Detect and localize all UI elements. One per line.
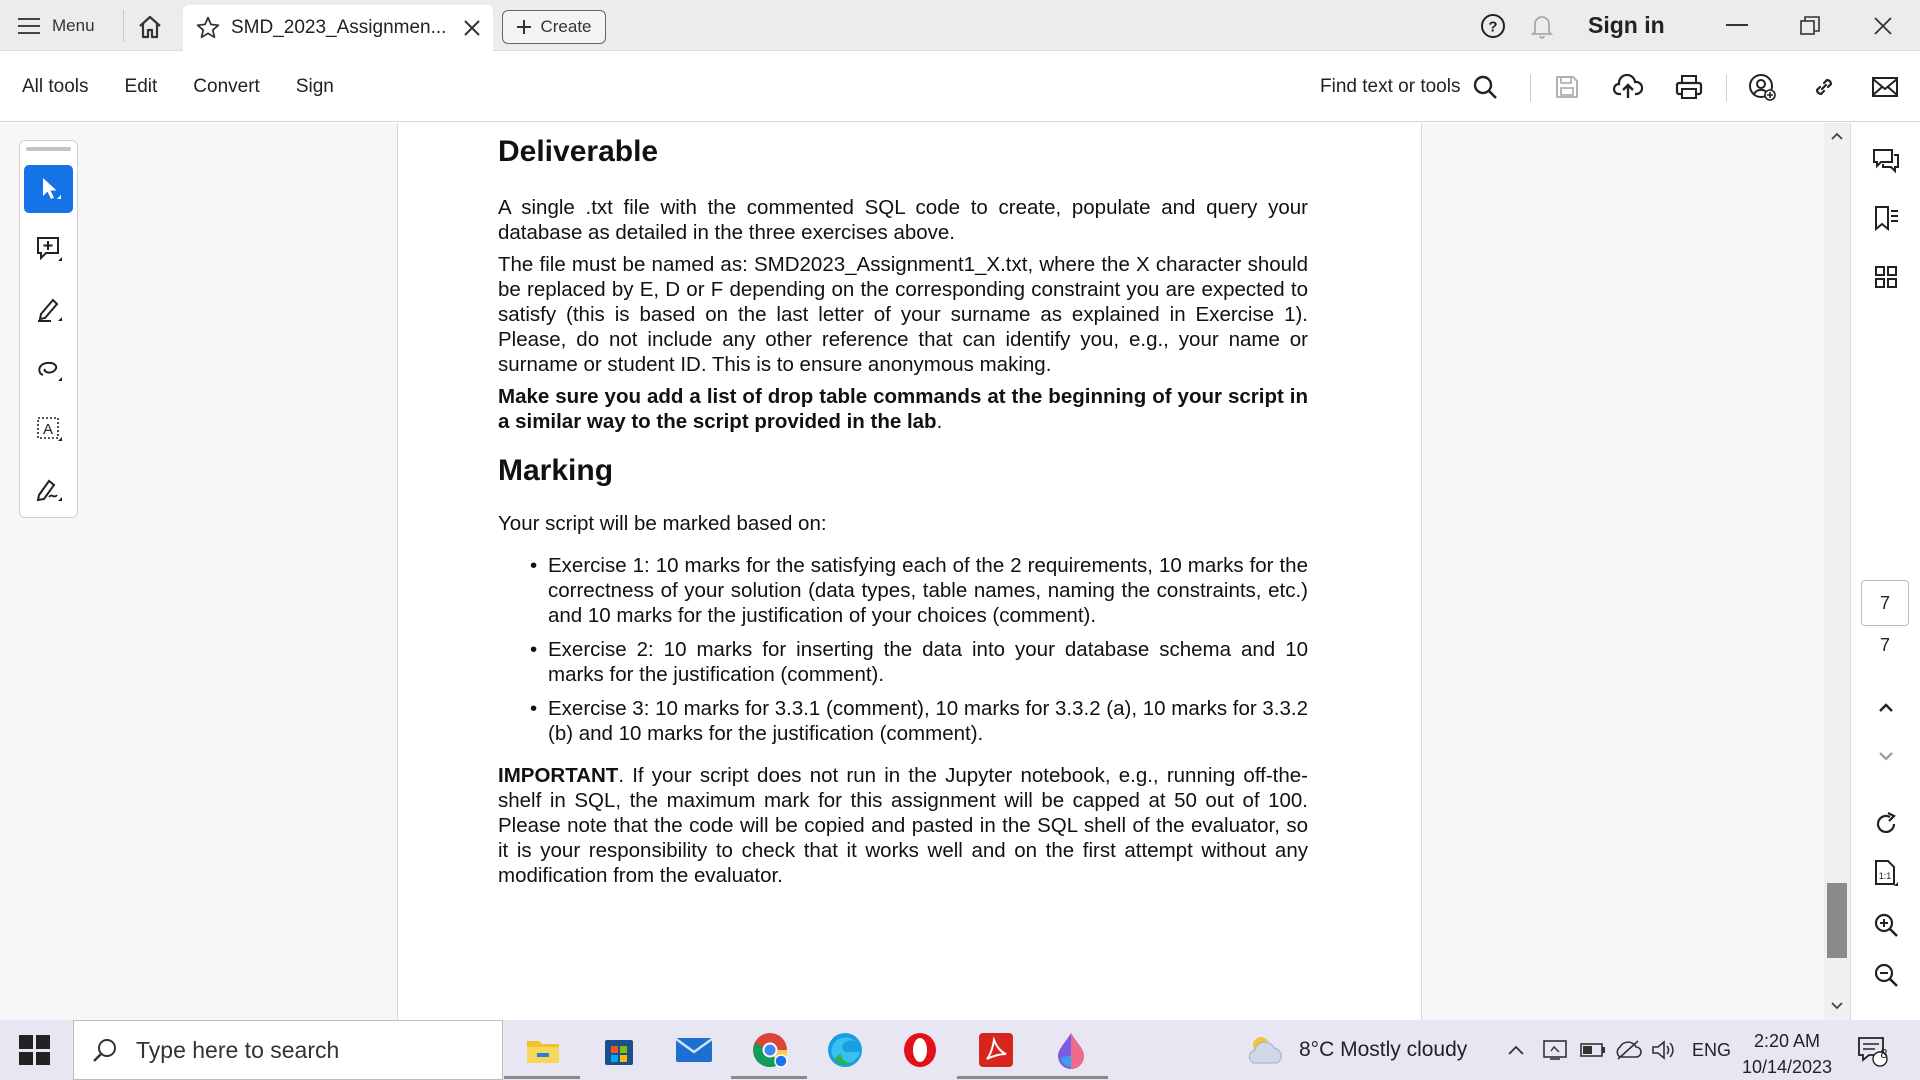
search-icon — [92, 1037, 118, 1063]
app-running-indicator — [1032, 1076, 1108, 1079]
grid-icon — [1874, 265, 1898, 289]
email-button[interactable] — [1866, 68, 1904, 106]
document-page — [399, 123, 1421, 1020]
menu-edit[interactable]: Edit — [124, 76, 158, 97]
document-content — [498, 123, 1308, 888]
scroll-thumb[interactable] — [1827, 883, 1847, 958]
menu-sign[interactable]: Sign — [295, 76, 334, 97]
app-running-indicator — [957, 1076, 1033, 1079]
vertical-scrollbar[interactable] — [1824, 123, 1850, 1020]
paragraph-deliverable-2: The file must be named as: SMD2023_Assignment1_X.txt, where the X character should be replaced by E, D or F depending on the corresponding constraint you are expected to satisfy (this is based on the last letter of your surname as explained in Exercise 1). Please, do not include any other reference that can identify you, e.g., your name or surname or student ID. This is to ensure anonymous making. — [498, 253, 1308, 376]
chevron-down-icon — [1877, 750, 1895, 762]
rotate-button[interactable] — [1866, 804, 1906, 844]
draw-tool-button[interactable] — [24, 345, 73, 393]
svg-text:1:1: 1:1 — [1878, 871, 1892, 881]
meet-now-tray[interactable] — [1542, 1020, 1568, 1080]
folder-icon — [525, 1035, 561, 1065]
select-tool-button[interactable] — [24, 165, 73, 213]
svg-text:A: A — [42, 421, 53, 438]
battery-tray[interactable] — [1580, 1020, 1606, 1080]
edge-icon — [826, 1031, 864, 1069]
chrome-app[interactable] — [748, 1028, 792, 1072]
heading-deliverable: Deliverable — [498, 135, 659, 168]
actual-size-button[interactable] — [1866, 853, 1906, 893]
cursor-icon — [37, 175, 61, 203]
plus-icon — [516, 19, 532, 35]
rotate-icon — [1873, 811, 1899, 837]
toolbar-divider — [1726, 74, 1727, 102]
acrobat-icon — [978, 1032, 1014, 1068]
page-number-input[interactable]: 7 — [1861, 580, 1909, 626]
menu-all-tools[interactable]: All tools — [22, 76, 89, 97]
help-icon — [1480, 13, 1506, 39]
save-icon — [1554, 74, 1580, 100]
mail-icon — [675, 1036, 713, 1064]
paragraph-deliverable-1: A single .txt file with the commented SQL code to create, populate and query your database as detailed in the three exercises above. — [498, 196, 1308, 244]
right-rail — [1850, 123, 1920, 1020]
list-item: • Exercise 2: 10 marks for inserting the data into your database schema and 10 marks for the justification (comment). — [530, 637, 1308, 687]
app-running-indicator — [731, 1076, 807, 1079]
add-comment-tool-button[interactable] — [24, 225, 73, 273]
right-gutter — [1421, 123, 1824, 1020]
print-button[interactable] — [1670, 68, 1708, 106]
menu-convert[interactable]: Convert — [193, 76, 260, 97]
pen-icon — [35, 295, 63, 323]
sign-tool-button[interactable] — [24, 465, 73, 513]
home-icon — [137, 15, 163, 39]
store-icon — [602, 1033, 636, 1067]
toolbar-menus — [22, 52, 370, 122]
help-button[interactable] — [1480, 0, 1506, 51]
comments-icon — [1872, 148, 1900, 174]
scroll-up-icon[interactable] — [1830, 131, 1844, 141]
taskbar-search[interactable] — [73, 1020, 503, 1080]
notification-count: 8 — [1880, 1046, 1888, 1061]
minimize-button[interactable] — [1726, 0, 1748, 51]
home-button[interactable] — [133, 10, 167, 44]
upload-cloud-button[interactable] — [1609, 68, 1647, 106]
mail-icon — [1871, 76, 1899, 98]
add-user-icon — [1748, 73, 1776, 101]
chevron-up-icon — [1877, 702, 1895, 714]
minimize-icon — [1726, 24, 1748, 28]
weather-widget[interactable] — [1245, 1020, 1467, 1080]
bookmark-list-icon — [1872, 204, 1900, 232]
zoom-out-icon — [1873, 962, 1899, 988]
bookmarks-panel-button[interactable] — [1866, 198, 1906, 238]
save-button[interactable] — [1548, 68, 1586, 106]
star-icon[interactable] — [195, 15, 221, 41]
hamburger-icon — [18, 17, 40, 35]
search-icon — [1472, 74, 1498, 100]
windows-logo-pane — [19, 1035, 33, 1049]
app-running-indicator — [504, 1076, 580, 1079]
show-hidden-icons-button[interactable] — [1506, 1020, 1526, 1080]
zoom-out-button[interactable] — [1866, 955, 1906, 995]
drop-table-end: . — [936, 410, 943, 433]
paint-drop-icon — [1055, 1031, 1087, 1069]
clock-date: 10/14/2023 — [1741, 1057, 1833, 1077]
divider — [123, 10, 124, 42]
battery-icon — [1580, 1042, 1606, 1058]
lasso-icon — [35, 355, 63, 383]
zoom-in-icon — [1873, 912, 1899, 938]
svg-text:?: ? — [1488, 18, 1498, 35]
page-total: 7 — [1879, 635, 1890, 655]
mail-app[interactable] — [672, 1028, 716, 1072]
close-tab-icon[interactable] — [463, 19, 481, 37]
speaker-icon — [1650, 1039, 1676, 1061]
paint-app[interactable] — [1049, 1028, 1093, 1072]
important-text: . If your script does not run in the Jupyter notebook, e.g., running off-the-shelf in SQL, the maximum mark for this assignment will be capped at 50 out of 100. Please note that the code will be copied and pasted in the SQL shell of the evaluator, so it is your responsibility to check that it works well and on the first attempt without any modification from the evaluator. — [498, 764, 1308, 887]
printer-icon — [1675, 74, 1703, 100]
cloudy-weather-icon — [1245, 1033, 1287, 1067]
find-label: Find text or tools — [1320, 76, 1461, 97]
chrome-icon — [751, 1031, 789, 1069]
drop-table-bold-text: Make sure you add a list of drop table commands at the beginning of your script in a similar way to the script provided in the lab — [498, 385, 1308, 433]
text-tool-button[interactable] — [24, 405, 73, 453]
chevron-up-icon — [1506, 1044, 1526, 1056]
text-box-icon — [35, 415, 63, 443]
paragraph-important — [498, 763, 1308, 888]
acrobat-app[interactable] — [974, 1028, 1018, 1072]
list-item: • Exercise 1: 10 marks for the satisfying each of the 2 requirements, 10 marks for the correctness of your solution (data types, table names, naming the constraints, etc.) and 10 marks for the justification of your choices (comment). — [530, 553, 1308, 628]
opera-icon — [901, 1031, 939, 1069]
heading-marking: Marking — [498, 454, 614, 487]
display-icon — [1542, 1039, 1568, 1061]
network-tray[interactable] — [1614, 1020, 1642, 1080]
windows-logo-pane — [36, 1052, 50, 1066]
share-user-button[interactable] — [1743, 68, 1781, 106]
tab-bar — [0, 0, 1920, 51]
rail-grip[interactable] — [26, 147, 71, 151]
restore-icon — [1800, 16, 1820, 36]
clock[interactable] — [1737, 1028, 1837, 1080]
thumbnails-panel-button[interactable] — [1866, 257, 1906, 297]
paragraph-marking-intro: Your script will be marked based on: — [498, 512, 827, 535]
start-button[interactable] — [16, 1032, 52, 1068]
close-icon — [1873, 16, 1893, 36]
close-window-button[interactable] — [1873, 0, 1893, 51]
link-icon — [1811, 74, 1837, 100]
document-tab[interactable] — [183, 5, 493, 51]
windows-logo-pane — [36, 1035, 50, 1049]
previous-page-button[interactable] — [1866, 688, 1906, 728]
paragraph-drop-table-note — [498, 384, 1308, 434]
comment-plus-icon — [35, 235, 63, 263]
app-toolbar — [0, 52, 1920, 122]
volume-tray[interactable] — [1650, 1020, 1676, 1080]
create-label: Create — [540, 17, 592, 36]
create-button[interactable] — [502, 10, 606, 44]
highlight-tool-button[interactable] — [24, 285, 73, 333]
windows-taskbar — [0, 1020, 1920, 1080]
toolbar-divider — [1530, 74, 1531, 102]
important-label: IMPORTANT — [498, 764, 619, 787]
tab-title: SMD_2023_Assignmen... — [231, 17, 447, 38]
language-indicator[interactable]: ENG — [1692, 1039, 1732, 1060]
sign-in-button[interactable]: Sign in — [1588, 12, 1665, 38]
bell-icon — [1530, 13, 1554, 39]
actual-size-icon — [1873, 859, 1899, 887]
scroll-down-icon[interactable] — [1830, 1001, 1844, 1011]
weather-text: 8°C Mostly cloudy — [1299, 1038, 1468, 1061]
comments-panel-button[interactable] — [1866, 141, 1906, 181]
edge-app[interactable] — [823, 1028, 867, 1072]
windows-logo-pane — [19, 1052, 33, 1066]
opera-app[interactable] — [898, 1028, 942, 1072]
cloud-upload-icon — [1613, 74, 1643, 100]
notification-center-button[interactable] — [1855, 1020, 1889, 1080]
menu-label: Menu — [52, 15, 95, 35]
clock-time: 2:20 AM — [1753, 1031, 1821, 1051]
zoom-in-button[interactable] — [1866, 905, 1906, 945]
signature-pen-icon — [35, 475, 63, 503]
search-placeholder: Type here to search — [136, 1036, 340, 1063]
next-page-button[interactable] — [1866, 736, 1906, 776]
copy-link-button[interactable] — [1805, 68, 1843, 106]
menu-button[interactable] — [18, 0, 95, 51]
network-icon — [1614, 1039, 1642, 1061]
marking-list — [530, 553, 1308, 746]
microsoft-store-app[interactable] — [597, 1028, 641, 1072]
restore-button[interactable] — [1800, 0, 1820, 51]
notifications-button[interactable] — [1530, 0, 1554, 51]
list-item: • Exercise 3: 10 marks for 3.3.1 (comment), 10 marks for 3.3.2 (a), 10 marks for 3.3.2 (b) and 10 marks for the justification (comment). — [530, 696, 1308, 746]
quick-tools-rail — [19, 140, 78, 518]
find-tools-button[interactable] — [1320, 52, 1498, 122]
file-explorer-app[interactable] — [521, 1028, 565, 1072]
